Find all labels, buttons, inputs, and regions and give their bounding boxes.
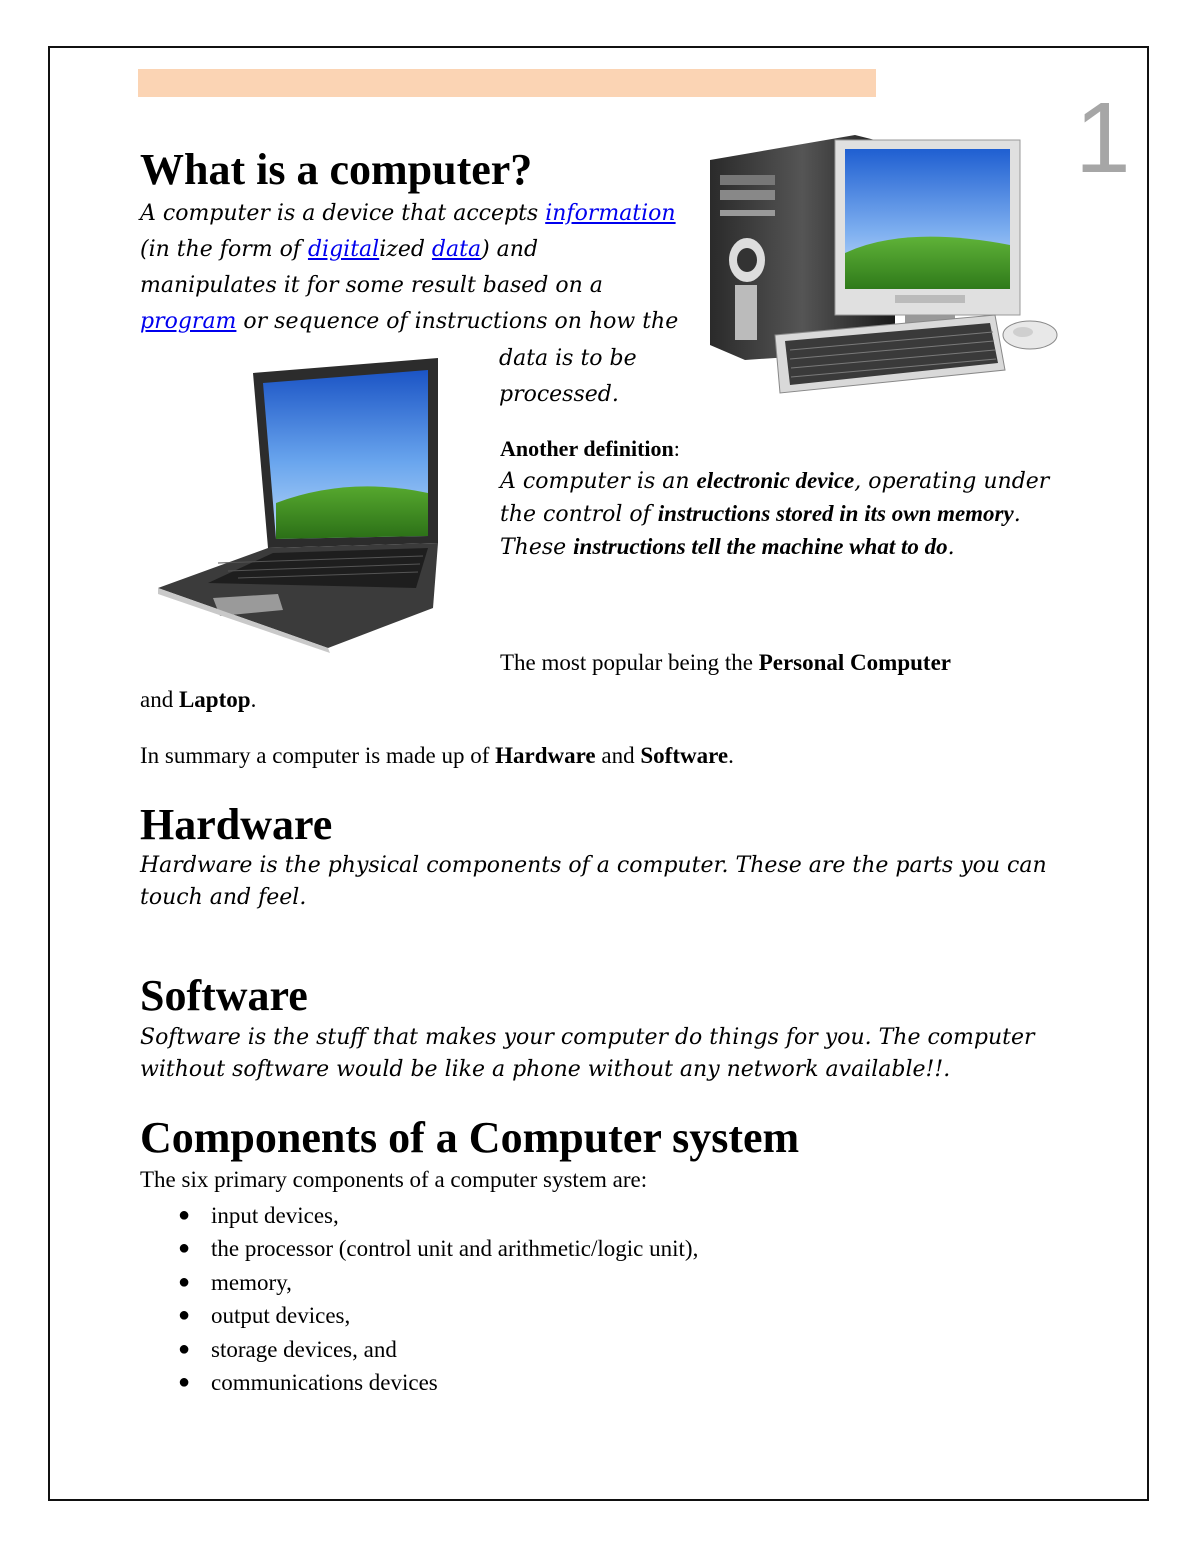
link-program[interactable]: program xyxy=(140,309,237,334)
popular-sentence-line1 xyxy=(500,648,951,678)
list-item xyxy=(175,1266,698,1299)
definition-text: ) and manipulates it for some result based on a xyxy=(140,237,603,298)
bullet-icon: ● xyxy=(178,1270,191,1293)
definition-continuation: data is to be processed. xyxy=(499,346,637,407)
definition2-bold: instructions stored in its own memory xyxy=(657,501,1014,526)
software-description: Software is the stuff that makes your computer do things for you. The computer without software would be like a phone without any network available!!. xyxy=(140,1025,1035,1082)
link-data[interactable]: data xyxy=(431,237,482,262)
popular-bold: Laptop xyxy=(178,687,251,712)
popular-sentence-line2 xyxy=(140,685,256,715)
list-item xyxy=(175,1333,698,1366)
definition2-bold: electronic device xyxy=(696,468,855,493)
laptop-image xyxy=(158,358,448,653)
components-intro: The six primary components of a computer system are: xyxy=(140,1167,648,1192)
list-item xyxy=(175,1366,698,1399)
definition-paragraph xyxy=(140,196,680,340)
popular-text: and xyxy=(140,687,179,712)
bullet-icon: ● xyxy=(178,1337,191,1360)
bullet-icon: ● xyxy=(178,1204,191,1226)
hardware-heading: Hardware xyxy=(140,800,333,849)
list-item xyxy=(175,1199,698,1232)
list-item xyxy=(175,1232,698,1265)
definition-text: A computer is a device that accepts xyxy=(140,201,546,226)
bullet-icon: ● xyxy=(178,1304,191,1327)
popular-text: . xyxy=(250,687,257,712)
definition-text: (in the form of xyxy=(140,237,308,262)
definition2-bold: instructions tell the machine what to do xyxy=(573,534,948,559)
link-information[interactable]: information xyxy=(545,201,676,226)
list-item-text: input devices, xyxy=(211,1203,339,1228)
summary-bold: Software xyxy=(640,743,729,768)
definition2-text: . These xyxy=(500,502,1021,560)
another-definition-heading xyxy=(500,434,680,464)
popular-text: The most popular being the xyxy=(500,650,759,675)
list-item-text: communications devices xyxy=(211,1370,438,1396)
link-digital[interactable]: digital xyxy=(307,237,380,262)
list-item-text: storage devices, and xyxy=(211,1336,397,1362)
definition2-text: . xyxy=(947,535,955,560)
definition-text: ized xyxy=(379,237,432,262)
second-definition-paragraph xyxy=(500,465,1070,564)
definition2-text: A computer is an xyxy=(500,469,697,494)
page-title: What is a computer? xyxy=(140,145,533,194)
list-item-text: the processor (control unit and arithmetic/logic unit), xyxy=(211,1236,699,1262)
definition-text: or sequence of instructions on how the xyxy=(236,309,679,334)
components-list xyxy=(175,1199,698,1399)
list-item xyxy=(175,1299,698,1332)
heading-colon: : xyxy=(673,436,680,461)
list-item-text: output devices, xyxy=(211,1303,351,1329)
list-item-text: memory, xyxy=(211,1269,292,1295)
definition2-text: , operating under the control of xyxy=(500,469,1050,527)
bullet-icon: ● xyxy=(178,1237,191,1260)
summary-text: . xyxy=(728,743,734,768)
summary-sentence xyxy=(140,741,734,771)
bullet-icon: ● xyxy=(178,1371,191,1394)
summary-text: and xyxy=(595,743,641,768)
components-heading: Components of a Computer system xyxy=(140,1113,800,1162)
page-number: 1 xyxy=(1075,82,1131,194)
software-heading: Software xyxy=(140,971,308,1020)
summary-bold: Hardware xyxy=(495,743,596,768)
summary-text: In summary a computer is made up of xyxy=(140,743,496,768)
popular-bold: Personal Computer xyxy=(758,650,951,675)
hardware-description: Hardware is the physical components of a computer. These are the parts you can touch and feel. xyxy=(140,853,1047,910)
another-definition-label: Another definition xyxy=(500,436,674,461)
header-accent-bar xyxy=(138,69,876,97)
desktop-computer-image xyxy=(705,135,1065,400)
